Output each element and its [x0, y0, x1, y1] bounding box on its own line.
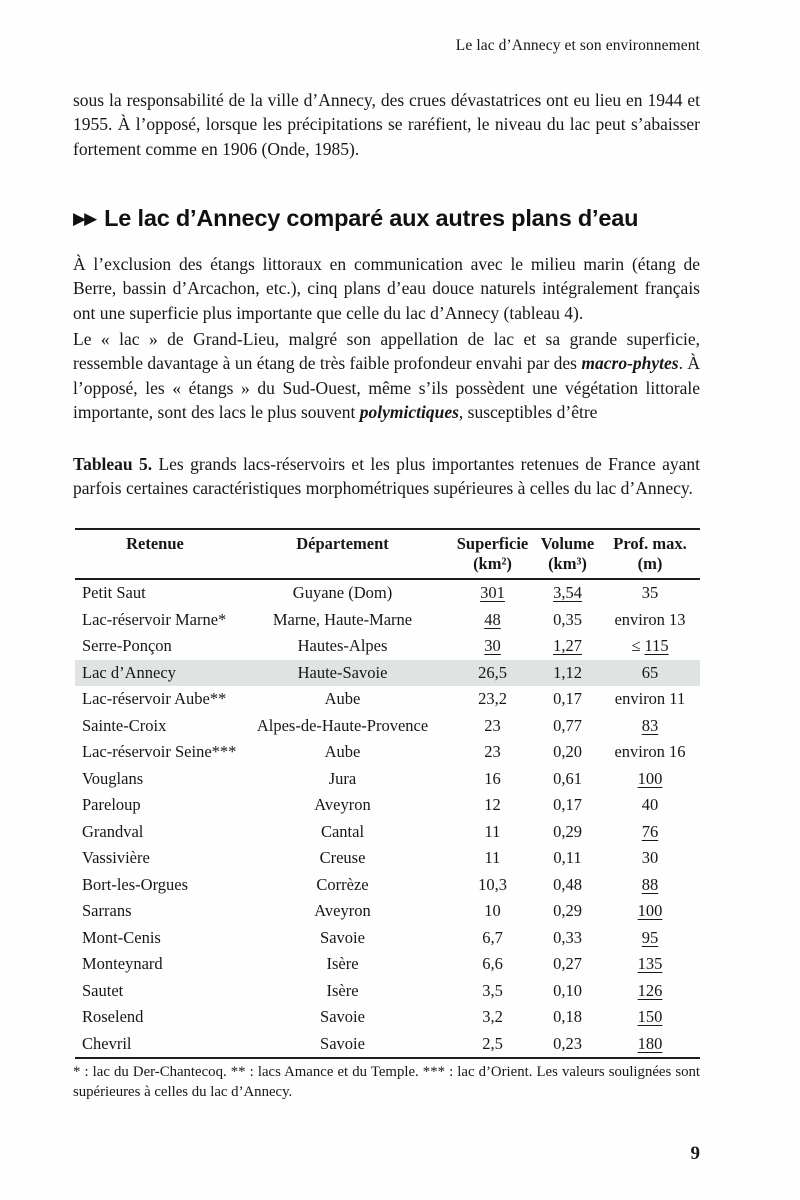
table-cell: 3,54 [553, 583, 582, 602]
table-cell: Guyane (Dom) [292, 583, 393, 602]
paragraph-comparison: À l’exclusion des étangs littoraux en communication avec le milieu marin (étang de Berre, bassin d’Arcachon, etc.), cinq plans d’eau douce naturels intégralement français ont une superficie plus importante que celle du lac d’Annecy (tableau 4). [73, 254, 700, 323]
table-cell: 100 [637, 901, 663, 920]
table-cell: Monteynard [82, 954, 163, 973]
table-caption: Tableau 5. Les grands lacs-réservoirs et les plus importantes retenues de France ayant parfois certaines caractéristiques morphométriques supérieures à celles du lac d’Annecy. [73, 454, 700, 499]
table-cell: 0,61 [553, 768, 582, 788]
table-cell: 83 [641, 715, 659, 735]
table-cell: 10 [484, 901, 501, 920]
table-body [75, 579, 700, 1058]
table-cell: 0,10 [553, 980, 582, 1000]
table-cell: 0,29 [553, 821, 582, 841]
table-cell: Roselend [82, 1007, 144, 1026]
table-cell: Savoie [320, 1033, 365, 1053]
table-cell: 150 [637, 1007, 663, 1026]
table-cell: 0,48 [553, 874, 582, 894]
table-cell: Bort-les-Orgues [82, 874, 189, 894]
table-cell: Haute-Savoie [297, 662, 388, 682]
table-cell: 0,20 [553, 742, 582, 761]
table-cell: 23,2 [478, 689, 507, 708]
table-cell: ≤ 115 [631, 636, 669, 655]
table-cell: Isère [326, 954, 359, 973]
table-cell: 0,23 [553, 1033, 582, 1053]
table-cell: 0,29 [553, 901, 582, 920]
table-cell: Aveyron [314, 901, 371, 920]
table-cell: Lac d’Annecy [82, 662, 176, 682]
table-cell: 26,5 [478, 662, 507, 682]
table-cell: Corrèze [316, 874, 369, 894]
section-heading [73, 203, 723, 236]
table-cell: Marne, Haute-Marne [272, 609, 413, 629]
table-cell: 12 [484, 795, 501, 814]
table-row [75, 686, 700, 713]
table-cell: 11 [484, 848, 501, 867]
table-cell: 135 [637, 954, 663, 973]
table-cell: 0,33 [553, 927, 582, 947]
table-cell: Petit Saut [82, 583, 146, 602]
table-cell: 180 [637, 1033, 663, 1053]
table-row [75, 925, 700, 952]
table-cell: 1,12 [553, 662, 582, 682]
table-cell: 301 [480, 583, 505, 602]
table-cell: environ 11 [614, 689, 686, 708]
table-row [75, 713, 700, 740]
table-cell: Vouglans [82, 768, 144, 788]
table-footnote: * : lac du Der-Chantecoq. ** : lacs Amance et du Temple. *** : lac d’Orient. Les valeurs soulignées sont supérieures à celles du lac d’Annecy. [73, 1064, 700, 1100]
double-arrow-icon: ▶▶ [73, 209, 96, 229]
table-cell: 30 [484, 636, 501, 655]
table-cell: 76 [641, 821, 659, 841]
table-cell: Lac-réservoir Aube** [82, 689, 227, 708]
table-cell: Sainte-Croix [82, 715, 167, 735]
table-cell: Alpes-de-Haute-Provence [256, 715, 429, 735]
column-header: Retenue [75, 529, 235, 579]
paragraph-grand-lieu: Le « lac » de Grand-Lieu, malgré son appellation de lac et sa grande superficie, ressemble davantage à un étang de très faible profondeur envahi par des macro-phytes. À l’opposé, les « étangs » du Sud-Ouest, même s’ils possèdent une végétation littorale importante, sont des lacs le plus souvent polymictiques, susceptibles d’être [73, 329, 701, 423]
table-cell: Chevril [82, 1033, 132, 1053]
table-cell: Cantal [320, 821, 365, 841]
table-cell: Vassivière [82, 848, 150, 867]
section-heading-text: Le lac d’Annecy comparé aux autres plans d’eau [104, 205, 639, 231]
table-cell: environ 16 [614, 742, 686, 761]
table-row [75, 845, 700, 872]
paragraph-intro: sous la responsabilité de la ville d’Annecy, des crues dévastatrices ont eu lieu en 1944 et 1955. À l’opposé, lorsque les précipitations se raréfient, le niveau du lac peut s’abaisser fortement comme en 1906 (Onde, 1985). [73, 90, 700, 159]
table-cell: Aveyron [314, 795, 371, 814]
column-header: Prof. max. (m) [600, 529, 700, 579]
table-cell: 88 [641, 874, 659, 894]
table-cell: 10,3 [478, 874, 507, 894]
table-row [75, 1031, 700, 1059]
table-cell: Pareloup [82, 795, 141, 814]
table-row [75, 607, 700, 634]
table-cell: Mont-Cenis [82, 927, 161, 947]
table-cell: 0,11 [553, 848, 582, 867]
table-row [75, 792, 700, 819]
table-cell: Isère [326, 980, 359, 1000]
table-cell: 16 [484, 768, 501, 788]
table-cell: Aube [324, 742, 361, 761]
table-cell: 100 [637, 768, 663, 788]
table-cell: 0,27 [553, 954, 582, 973]
table-header [75, 529, 700, 579]
table-row [75, 633, 700, 660]
table-row [75, 951, 700, 978]
table-cell: Sautet [82, 980, 124, 1000]
table-cell: 0,77 [553, 715, 582, 735]
table-cell: Aube [324, 689, 361, 708]
table-cell: 40 [641, 795, 659, 814]
table-cell: 23 [484, 742, 501, 761]
table-cell: 35 [641, 583, 659, 602]
table-row [75, 978, 700, 1005]
table-row [75, 739, 700, 766]
table-cell: 6,7 [482, 927, 503, 947]
table-cell: 0,17 [553, 795, 582, 814]
table-cell: 23 [484, 715, 501, 735]
table-row [75, 872, 700, 899]
table-cell: 3,2 [482, 1007, 503, 1026]
table-cell: 95 [641, 927, 659, 947]
table-row [75, 579, 700, 607]
table-cell: 48 [484, 609, 501, 629]
table-cell: 0,17 [553, 689, 582, 708]
table-cell: Savoie [320, 927, 365, 947]
table-cell: Serre-Ponçon [82, 636, 172, 655]
running-header: Le lac d’Annecy et son environnement [455, 37, 700, 54]
table-cell: 65 [641, 662, 659, 682]
table-cell: 6,6 [482, 954, 503, 973]
table-header-row [75, 529, 700, 579]
table-cell: environ 13 [614, 609, 686, 629]
table-row [75, 819, 700, 846]
column-header: Département [235, 529, 450, 579]
table-cell: 126 [637, 980, 663, 1000]
table-cell: Hautes-Alpes [297, 636, 388, 655]
column-header: Superficie (km²) [450, 529, 535, 579]
table-cell: 0,18 [553, 1007, 582, 1026]
table-cell: 30 [641, 848, 659, 867]
table-cell: Sarrans [82, 901, 132, 920]
table-cell: 2,5 [482, 1033, 503, 1053]
table-cell: Lac-réservoir Marne* [82, 609, 227, 629]
table-cell: 3,5 [482, 980, 503, 1000]
table-row [75, 766, 700, 793]
table-row [75, 660, 700, 687]
table-row [75, 898, 700, 925]
table-cell: Lac-réservoir Seine*** [82, 742, 237, 761]
table-row [75, 1004, 700, 1031]
lakes-reservoirs-table [75, 528, 700, 1059]
table-cell: 1,27 [553, 636, 582, 655]
table-cell: 0,35 [553, 609, 582, 629]
table-cell: Jura [328, 768, 357, 788]
table-cell: 11 [484, 821, 501, 841]
column-header: Volume (km³) [535, 529, 600, 579]
page-number: 9 [690, 1143, 700, 1164]
table-cell: Grandval [82, 821, 144, 841]
table-cell: Savoie [320, 1007, 365, 1026]
table-cell: Creuse [319, 848, 366, 867]
